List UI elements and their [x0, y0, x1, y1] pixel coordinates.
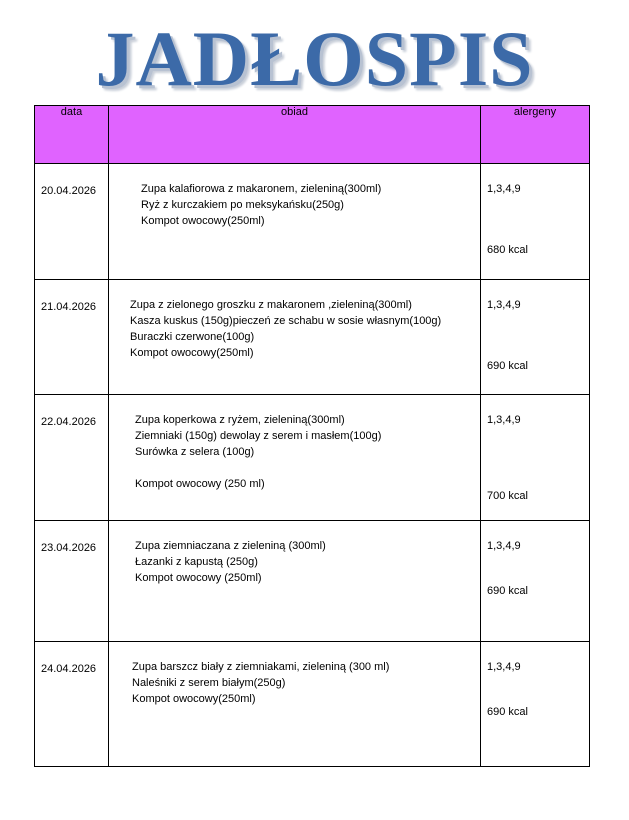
row-meal — [109, 164, 481, 280]
row-allergens — [481, 642, 590, 767]
header-meal: obiad — [109, 106, 481, 164]
table-row — [35, 280, 590, 395]
kcal-value: 690 kcal — [487, 706, 528, 718]
kcal-value: 690 kcal — [487, 585, 528, 597]
row-date: 22.04.2026 — [35, 395, 109, 521]
row-date: 20.04.2026 — [35, 164, 109, 280]
allergen-codes: 1,3,4,9 — [487, 414, 521, 426]
meal-item: Zupa ziemniaczana z zieleniną (300ml) — [135, 540, 326, 552]
meal-item: Kompot owocowy(250ml) — [130, 347, 254, 359]
meal-item: Zupa koperkowa z ryżem, zieleniną(300ml) — [135, 414, 345, 426]
table-row — [35, 164, 590, 280]
table-row — [35, 642, 590, 767]
table-row — [35, 395, 590, 521]
meal-item: Naleśniki z serem białym(250g) — [132, 677, 286, 689]
meal-item: Kasza kuskus (150g)pieczeń ze schabu w sosie własnym(100g) — [130, 315, 442, 327]
row-allergens — [481, 164, 590, 280]
row-allergens — [481, 280, 590, 395]
kcal-value: 690 kcal — [487, 360, 528, 372]
spacer — [109, 460, 480, 476]
meal-item: Kompot owocowy(250ml) — [141, 215, 265, 227]
row-allergens — [481, 395, 590, 521]
allergen-codes: 1,3,4,9 — [487, 540, 521, 552]
table-row — [35, 521, 590, 642]
meal-item: Zupa kalafiorowa z makaronem, zieleniną(300ml) — [141, 183, 382, 195]
meal-item: Zupa barszcz biały z ziemniakami, zieleniną (300 ml) — [132, 661, 390, 673]
meal-item: Zupa z zielonego groszku z makaronem ,zieleniną(300ml) — [130, 299, 412, 311]
meal-item: Surówka z selera (100g) — [135, 446, 255, 458]
row-date: 24.04.2026 — [35, 642, 109, 767]
meal-item: Kompot owocowy (250 ml) — [135, 478, 265, 490]
kcal-value: 680 kcal — [487, 244, 528, 256]
allergen-codes: 1,3,4,9 — [487, 661, 521, 673]
page-title: JADŁOSPIS — [95, 15, 534, 102]
allergen-codes: 1,3,4,9 — [487, 183, 521, 195]
meal-item: Kompot owocowy (250ml) — [135, 572, 262, 584]
header-date: data — [35, 106, 109, 164]
menu-table — [34, 105, 590, 767]
meal-item: Łazanki z kapustą (250g) — [135, 556, 258, 568]
meal-item: Ziemniaki (150g) dewolay z serem i masłem(100g) — [135, 430, 382, 442]
meal-item: Kompot owocowy(250ml) — [132, 693, 256, 705]
row-date: 21.04.2026 — [35, 280, 109, 395]
kcal-value: 700 kcal — [487, 490, 528, 502]
row-allergens — [481, 521, 590, 642]
header-allergens: alergeny — [481, 106, 590, 164]
allergen-codes: 1,3,4,9 — [487, 299, 521, 311]
table-header — [35, 106, 590, 164]
meal-item: Ryż z kurczakiem po meksykańsku(250g) — [141, 199, 344, 211]
row-meal — [109, 280, 481, 395]
row-meal — [109, 395, 481, 521]
row-date: 23.04.2026 — [35, 521, 109, 642]
row-meal — [109, 642, 481, 767]
meal-item: Buraczki czerwone(100g) — [130, 331, 255, 343]
row-meal — [109, 521, 481, 642]
